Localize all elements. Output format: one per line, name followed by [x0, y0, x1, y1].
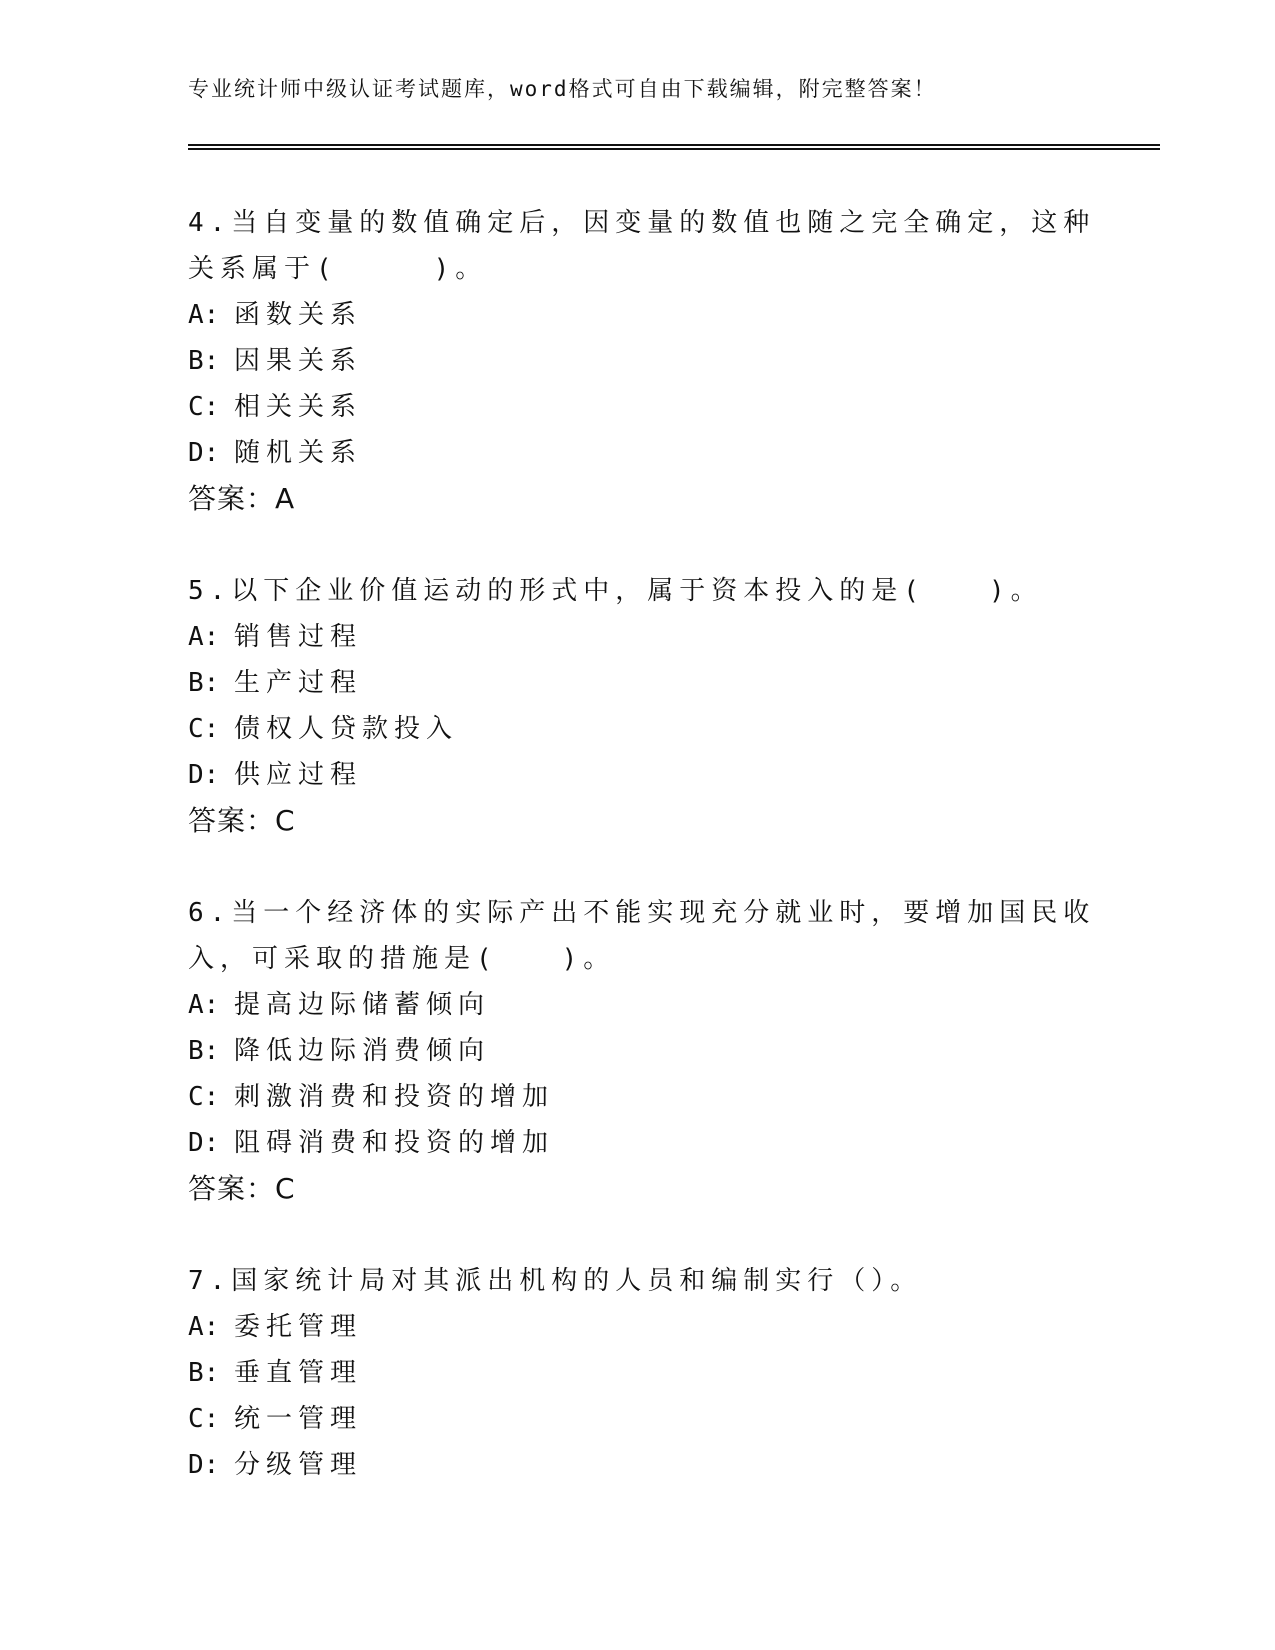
question-list — [188, 200, 1118, 1534]
option-b — [188, 1028, 1118, 1074]
option-b — [188, 1350, 1118, 1396]
option-c — [188, 384, 1118, 430]
option-key: D: — [188, 1450, 220, 1480]
question-4 — [188, 200, 1118, 522]
option-text: 因果关系 — [234, 346, 363, 376]
option-key: A: — [188, 300, 220, 330]
question-stem: 5.以下企业价值运动的形式中，属于资本投入的是( )。 — [188, 576, 1043, 606]
option-text: 函数关系 — [234, 300, 363, 330]
option-text: 债权人贷款投入 — [234, 714, 459, 744]
option-d — [188, 1442, 1118, 1488]
option-text: 供应过程 — [234, 760, 363, 790]
option-key: A: — [188, 1312, 220, 1342]
option-text: 随机关系 — [234, 438, 363, 468]
option-b — [188, 660, 1118, 706]
option-key: D: — [188, 760, 220, 790]
option-key: C: — [188, 714, 220, 744]
option-d — [188, 752, 1118, 798]
option-b — [188, 338, 1118, 384]
option-text: 降低边际消费倾向 — [234, 1036, 491, 1066]
option-key: B: — [188, 1358, 220, 1388]
answer: 答案：A — [188, 482, 296, 515]
option-text: 销售过程 — [234, 622, 363, 652]
option-key: B: — [188, 668, 220, 698]
option-c — [188, 1396, 1118, 1442]
option-d — [188, 430, 1118, 476]
option-key: A: — [188, 622, 220, 652]
option-key: B: — [188, 346, 220, 376]
question-stem: 4.当自变量的数值确定后，因变量的数值也随之完全确定，这种关系属于( )。 — [188, 208, 1096, 284]
option-c — [188, 1074, 1118, 1120]
option-text: 刺激消费和投资的增加 — [234, 1082, 555, 1112]
question-6 — [188, 890, 1118, 1212]
header-double-rule — [188, 144, 1160, 150]
option-key: C: — [188, 392, 220, 422]
option-text: 阻碍消费和投资的增加 — [234, 1128, 555, 1158]
question-stem: 6.当一个经济体的实际产出不能实现充分就业时，要增加国民收入，可采取的措施是( )。 — [188, 898, 1096, 974]
option-a — [188, 614, 1118, 660]
page-header: 专业统计师中级认证考试题库，word格式可自由下载编辑，附完整答案！ — [188, 77, 937, 101]
option-key: A: — [188, 990, 220, 1020]
option-d — [188, 1120, 1118, 1166]
option-a — [188, 292, 1118, 338]
option-text: 统一管理 — [234, 1404, 363, 1434]
option-key: C: — [188, 1082, 220, 1112]
question-7 — [188, 1258, 1118, 1488]
option-text: 提高边际储蓄倾向 — [234, 990, 491, 1020]
question-5 — [188, 568, 1118, 844]
option-text: 相关关系 — [234, 392, 363, 422]
option-text: 分级管理 — [234, 1450, 363, 1480]
option-text: 生产过程 — [234, 668, 363, 698]
answer: 答案：C — [188, 1172, 296, 1205]
option-a — [188, 982, 1118, 1028]
option-key: D: — [188, 438, 220, 468]
option-key: D: — [188, 1128, 220, 1158]
option-text: 委托管理 — [234, 1312, 363, 1342]
option-text: 垂直管理 — [234, 1358, 363, 1388]
option-c — [188, 706, 1118, 752]
question-stem: 7.国家统计局对其派出机构的人员和编制实行（）。 — [188, 1266, 923, 1296]
answer: 答案：C — [188, 804, 296, 837]
option-key: C: — [188, 1404, 220, 1434]
option-key: B: — [188, 1036, 220, 1066]
option-a — [188, 1304, 1118, 1350]
